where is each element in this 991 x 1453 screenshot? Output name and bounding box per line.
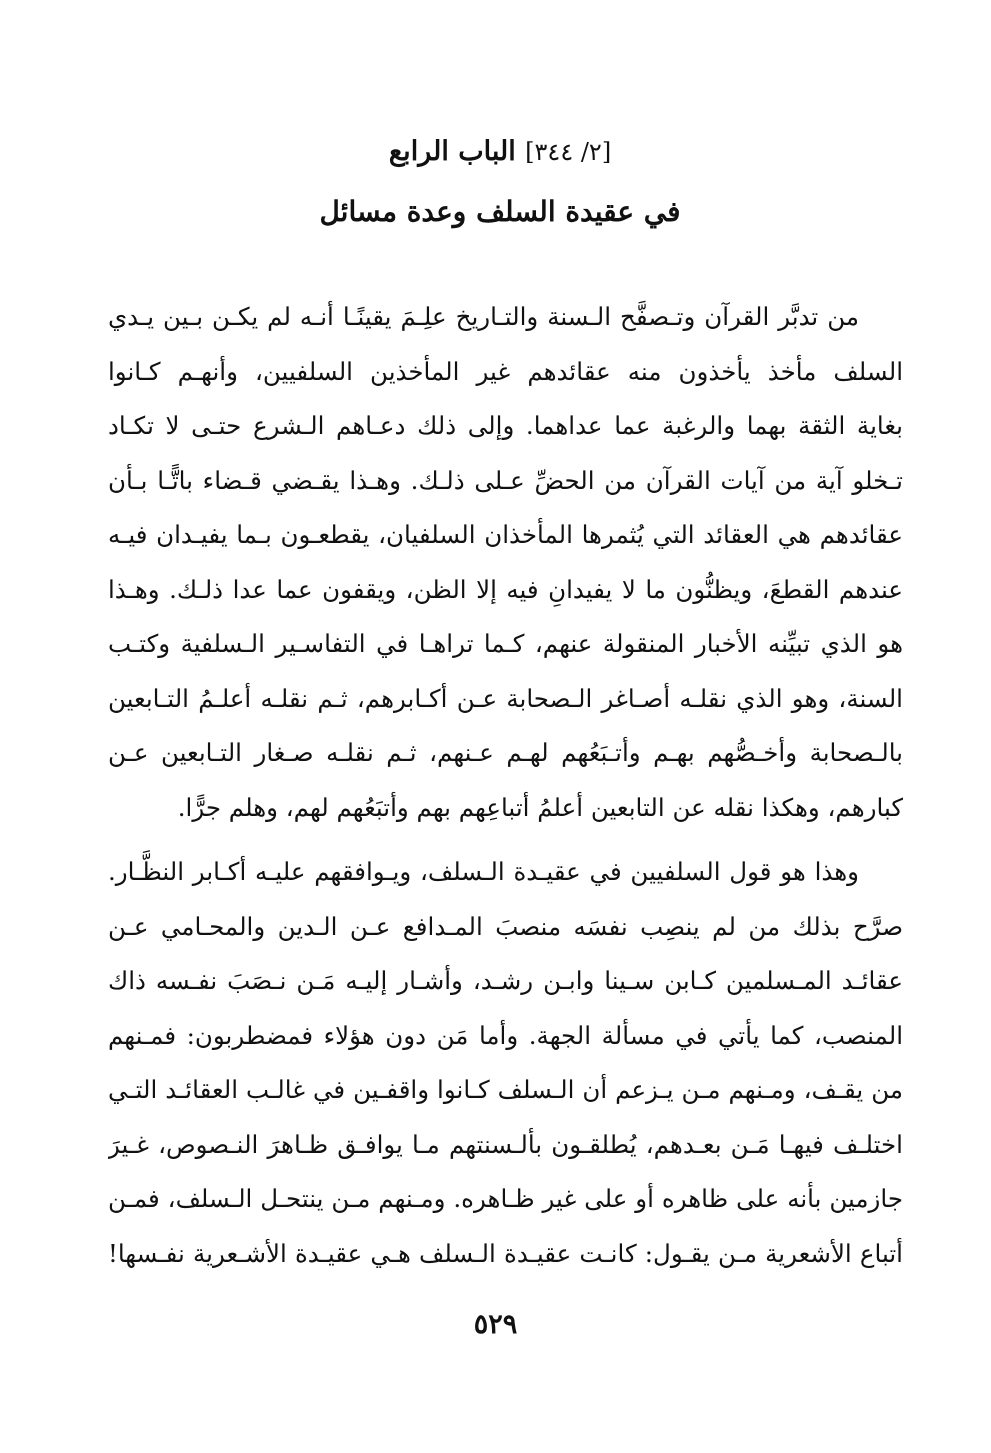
text-line: أتباع الأشعرية مـن يقـول: كانـت عقيـدة الـسلف هـي عقيـدة الأشـعرية نفـسها! [108,1238,903,1268]
page-number: ٥٢٩ [473,1309,518,1340]
text-line: هو الذي تبيِّنه الأخبار المنقولة عنهم، كـما تراهـا في التفاسـير الـسلفية وكتـب [108,629,903,658]
chapter-subtitle: في عقيدة السلف وعدة مسائل [319,195,681,228]
text-line: السنة، وهو الذي نقلـه أصـاغر الـصحابة عـن أكـابرهم، ثـم نقلـه أعلـمُ التـابعين [108,683,903,713]
text-line: عقائـد المـسلمين كـابن سـينا وابـن رشـد، وأشـار إليـه مَـن نـصَبَ نفـسه ذاك [108,966,903,995]
text-line: المنصب، كما يأتي في مسألة الجهة. وأما مَن دون هؤلاء فمضطربون: فمـنهم [108,1020,903,1050]
paragraph-2 [108,845,903,1281]
text-line: من تدبَّر القرآن وتـصفَّح الـسنة والتـاريخ علِـمَ يقينًـا أنـه لم يكـن بـين يـدي [108,302,859,331]
text-line: وهذا هو قول السلفيين في عقيـدة الـسلف، ويـوافقهم عليـه أكـابر النظَّـار. [108,857,859,886]
text-line: بالـصحابة وأخـصُّهم بهـم وأتـبَعُهم لهـم عـنهم، ثـم نقلـه صـغار التـابعين عـن [108,738,903,767]
chapter-reference: [٢/ ٣٤٤] [525,138,612,166]
text-line: اختلـف فيهـا مَـن بعـدهم، يُطلقـون بألـسنتهم مـا يوافـق ظـاهرَ النـصوص، غـيرَ [108,1129,903,1159]
text-line: جازمين بأنه على ظاهره أو على غير ظـاهره. ومـنهم مـن ينتحـل الـسلف، فمـن [108,1184,903,1213]
body-text [108,290,903,1281]
chapter-title [100,132,900,172]
text-line: بغاية الثقة بهما والرغبة عما عداهما. وإلى ذلك دعـاهم الـشرع حتـى لا تكـاد [108,411,903,440]
text-line: صرَّح بذلك من لم ينصِب نفسَه منصبَ المـدافع عـن الـدين والمحـامي عـن [108,911,903,941]
text-line: عقائدهم هي العقائد التي يُثمرها المأخذان السلفيان، يقطعـون بـما يفيـدان فيـه [108,520,903,549]
text-line: عندهم القطعَ، ويظنُّون ما لا يفيدانِ فيه إلا الظن، ويقفون عما عدا ذلـك. وهـذا [108,574,903,604]
paragraph-gap [108,835,903,845]
text-line: من يقـف، ومـنهم مـن يـزعم أن الـسلف كـانوا واقفـين في غالـب العقائـد التـي [108,1075,903,1104]
text-line: كبارهم، وهكذا نقله عن التابعين أعلمُ أتباعِهم بهم وأتبَعُهم لهم، وهلم جرًّا. [177,792,903,822]
text-line: السلف مأخذ يأخذون منه عقائدهم غير المأخذين السلفيين، وأنهـم كـانوا [108,356,903,386]
chapter-name: الباب الرابع [388,136,516,167]
text-line: تـخلو آية من آيات القرآن من الحضِّ عـلى ذلـك. وهـذا يقـضي قـضاء باتًّـا بـأن [108,465,903,495]
paragraph-1 [108,290,903,835]
